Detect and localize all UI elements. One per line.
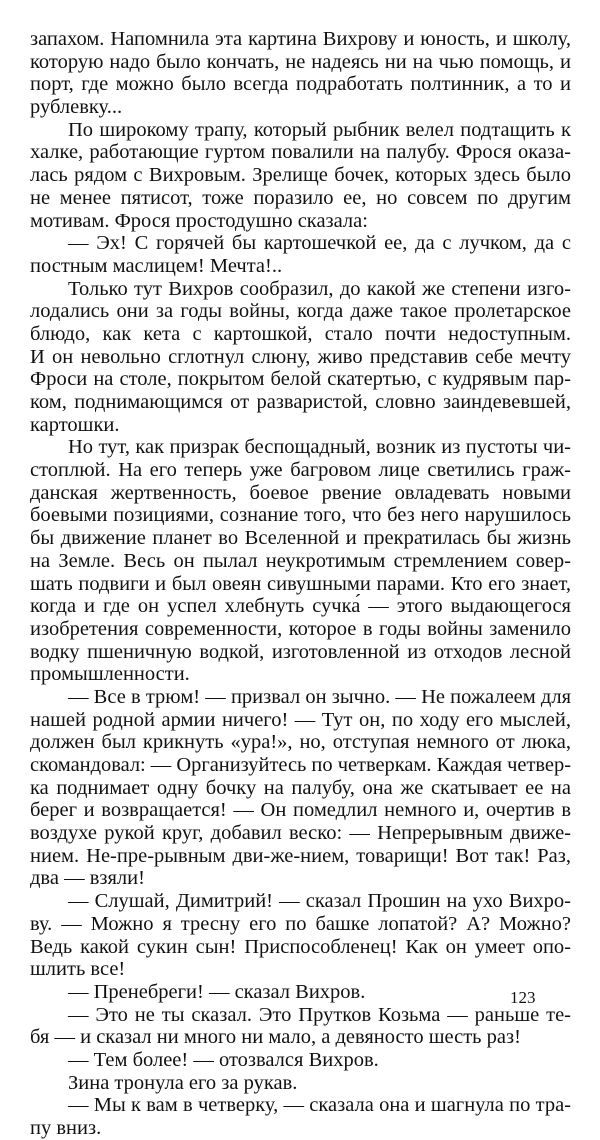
paragraph-first-line: — Пренебреги! — сказал Вихров. bbox=[68, 980, 366, 1003]
text-line: берег и возвращается! — Он помедлил немного и, очертив в bbox=[30, 799, 571, 822]
text-line: Фроси на столе, покрытом белой скатертью, с кудрявым пар- bbox=[30, 368, 571, 391]
paragraph-first-line: Только тут Вихров сообразил, до какой же степени изго- bbox=[68, 277, 571, 300]
text-line: бы движение планет во Вселенной и прекратилась бы жизнь bbox=[30, 527, 571, 550]
text-line: запахом. Напомнила эта картина Вихрову и юность, и школу, bbox=[30, 28, 571, 50]
text-line: данская жертвенность, боевое рвение овладевать новыми bbox=[30, 481, 571, 504]
text-line: лодались они за годы войны, когда даже такое пролетарское bbox=[30, 300, 571, 323]
text-line: лась рядом с Вихровым. Зрелище бочек, которых здесь было bbox=[30, 164, 571, 187]
text-line: водку пшеничную водкой, изготовленной из отходов лесной bbox=[30, 640, 571, 663]
paragraph-first-line: Но тут, как призрак беспощадный, возник из пустоты чи- bbox=[68, 436, 571, 459]
text-line: мотивам. Фрося простодушно сказала: bbox=[30, 209, 368, 232]
paragraph-first-line: — Эх! С горячей бы картошечкой ее, да с лучком, да с bbox=[68, 232, 571, 255]
text-line: И он невольно сглотнул слюну, живо представив себе мечту bbox=[30, 345, 571, 368]
text-line: нием. Не-пре-рывным дви-же-нием, товарищи! Вот так! Раз, bbox=[30, 844, 571, 867]
text-line: ка поднимает одну бочку на палубу, она же скатывает ее на bbox=[30, 776, 571, 799]
text-line: изобретения современности, которое в годы войны заменило bbox=[30, 617, 571, 640]
paragraph-first-line: По широкому трапу, который рыбник велел подтащить к bbox=[68, 118, 571, 141]
text-line: порт, где можно было всегда подработать полтинник, а то и bbox=[30, 73, 571, 96]
text-line: не менее пятисот, тоже поразило ее, но совсем по другим bbox=[30, 186, 571, 209]
text-line: которую надо было кончать, не надеясь ни на чью помощь, и bbox=[30, 50, 571, 73]
paragraph-first-line: — Мы к вам в четверку, — сказала она и шагнула по тра- bbox=[68, 1094, 571, 1117]
text-line: скомандовал: — Организуйтесь по четверкам. Каждая четвер- bbox=[30, 754, 571, 776]
text-line: пу вниз. bbox=[30, 1117, 102, 1139]
text-line: два — взяли! bbox=[30, 867, 145, 890]
text-line: рублевку... bbox=[30, 96, 123, 119]
text-line: нашей родной армии ничего! — Тут он, по ходу его мыслей, bbox=[30, 708, 571, 731]
paragraph-first-line: — Все в трюм! — призвал он зычно. — Не пожалеем для bbox=[68, 685, 571, 708]
text-line: когда и где он успел хлебнуть сучка́ — этого выдающегося bbox=[30, 595, 571, 618]
text-line: ком, поднимающимся от разваристой, словно заиндевевшей, bbox=[30, 391, 571, 413]
text-line: должен был крикнуть «ура!», но, отступая немного от люка, bbox=[30, 731, 571, 754]
text-line: на Земле. Весь он пылал неукротимым стремлением совер- bbox=[30, 549, 571, 572]
text-line: стоплюй. На его теперь уже багровом лице светились граж- bbox=[30, 459, 571, 482]
page-number: 123 bbox=[510, 988, 536, 1007]
text-line: блюдо, как кета с картошкой, стало почти недоступным. bbox=[30, 322, 571, 345]
text-line: боевыми позициями, сознание того, что без него нарушилось bbox=[30, 504, 571, 527]
text-line: картошки. bbox=[30, 413, 120, 436]
paragraph-first-line: — Тем более! — отозвался Вихров. bbox=[68, 1048, 379, 1071]
text-line: шлить все! bbox=[30, 958, 126, 981]
text-line: ву. — Можно я тресну его по башке лопатой? А? Можно? bbox=[30, 912, 571, 935]
text-line: постным маслицем! Мечта!.. bbox=[30, 254, 283, 277]
text-line: шать подвиги и был овеян сивушными парами. Кто его знает, bbox=[30, 572, 571, 595]
text-line: воздухе рукой круг, добавил веско: — Непрерывным движе- bbox=[30, 822, 571, 845]
text-line: бя — и сказал ни много ни мало, а девяносто шесть раз! bbox=[30, 1026, 521, 1049]
paragraph-first-line: Зина тронула его за рукав. bbox=[68, 1071, 298, 1094]
paragraph-first-line: — Слушай, Димитрий! — сказал Прошин на ухо Вихро- bbox=[68, 890, 571, 913]
text-line: Ведь какой сукин сын! Приспособленец! Как он умеет опо- bbox=[30, 935, 571, 958]
text-line: промышленности. bbox=[30, 663, 190, 686]
text-line: халке, работающие гуртом повалили на палубу. Фрося оказа- bbox=[30, 141, 571, 164]
paragraph-first-line: — Это не ты сказал. Это Прутков Козьма — раньше те- bbox=[68, 1003, 571, 1026]
book-page-text bbox=[30, 28, 571, 1140]
